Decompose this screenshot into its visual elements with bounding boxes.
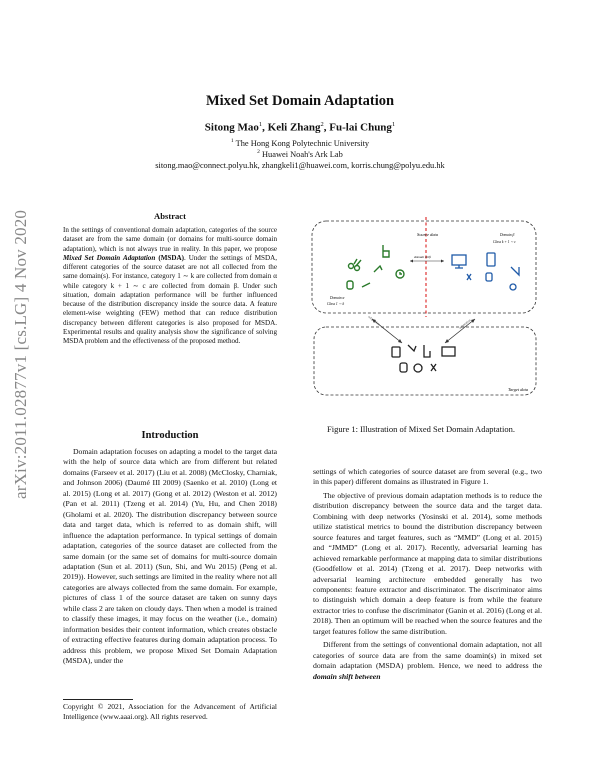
class-alpha-label: Class 1 ∼ k (327, 302, 345, 306)
phone-icon (487, 253, 495, 266)
author-name: Keli Zhang (267, 121, 321, 134)
mouse-target-icon (400, 363, 407, 372)
introduction-text: Domain adaptation focuses on adapting a model to the target data with the help of source data which are from different but related domains (Farseev et al. 2017) (Liu et al. 2008) (McClosky, Charniak, and Johnson 2006) (Daumé III 2009) (Saenko et al. 2010) (Long et al. 2015) (Long et al. 2017) (Gong et al. 2012) (Weston et al. 2012) (Pan et al. 2011) (Tzeng et al. 2014) (Yu, Hu, and Chen 2018) (Gholami et al. 2020). The distribution discrepancy between source data and target data, which is referred to as domain shift, will influence the adaptation performance. In typical settings of domain adaptation, categories of the source dataset are collected from the same domain (or the same set of domains for multi-source domain adaptation (Sun et al. 2011) (Sun, Shi, and Wu 2015) (Peng et al. 2019)). However, such settings are limited in the reality where not all categories are always collected from the same domain. For example, pictures of class 1 of the source dataset are taken on sunny days while class 2 are taken on cloudy days. Then when a model is trained to classify these images, it may focus on the weather (i.e., domain) information besides their content information, which creates obstacle of extracting effective features during domain adaptation process. To address this problem, we propose Mixed Set Domain Adaptation (MSDA), under the (63, 447, 277, 666)
target-label: Target data (508, 387, 529, 392)
svg-text:adaptation: adaptation (458, 318, 472, 330)
domain-shift-label: domain shift (414, 255, 431, 259)
chair-icon (383, 245, 389, 257)
author-name: Sitong Mao (204, 121, 259, 134)
printer-icon (486, 273, 492, 281)
pen-icon (362, 283, 370, 287)
scissors-blue-icon (467, 274, 471, 280)
source-label: Source data (417, 232, 438, 237)
author-name: Fu-lai Chung (329, 121, 392, 134)
affiliation: $^2$ Huawei Noah's Ark Lab (257, 149, 343, 159)
domain-alpha-label: Domain α (330, 296, 345, 300)
lamp-icon (511, 267, 519, 275)
footnote-rule (63, 699, 133, 700)
author-list: Sitong Mao$^1$, Keli Zhang$^2$, Fu-lai Chung$^1$ (204, 121, 396, 134)
chair-target-icon (424, 345, 430, 357)
paragraph: settings of which categories of source dataset are from several (e.g., two in this paper) different domains as illustrated in Figure 1. (313, 467, 542, 487)
domain-alpha-icons (347, 245, 404, 289)
domain-beta-icons (452, 253, 519, 290)
monitor-target-icon (442, 347, 455, 356)
mouse-icon (347, 281, 353, 289)
paragraph: The objective of previous domain adaptation methods is to reduce the distribution discrepancy between the source data and the target data. Combining with deep networks (Yosinski et al. 2014), some methods utilize statistical metrics to bound the distribution discrepancy between source features and target features, such as “MMD” (Long et al. 2015) and “JMMD” (Long et al. 2017). Recently, adversarial learning has achieved remarkable performance at mapping data to similar distributions (Goodfellow et al. 2014) (Tzeng et al. 2017). Deep networks with adversarial learning architecture embedded generally has two components: feature extractor and discriminator. The discriminator aims to distinguish which domain a deep feature is from while the feature extractor tries to confuse the discriminator (Ganin et al. 2016) (Long et al. 2018). Then an optimum will be reached when the source features and the target features follow the same distribution. (313, 490, 542, 636)
paper-title: Mixed Set Domain Adaptation (205, 93, 395, 109)
stapler-icon (374, 266, 382, 272)
printer-target-icon (392, 347, 400, 357)
right-column-text (313, 467, 542, 682)
affiliation: $^1$ The Hong Kong Polytechnic University (230, 138, 370, 148)
cup-icon (510, 284, 516, 290)
monitor-icon (452, 255, 466, 265)
arxiv-stamp: arXiv:2011.02877v1 [cs.LG] 4 Nov 2020 (11, 209, 30, 499)
domain-beta-label: Domain β (500, 233, 515, 237)
copyright-notice: Copyright © 2021, Association for the Advancement of Artificial Intelligence (www.aaai.org). All rights reserved. (63, 702, 277, 721)
figure-1-diagram (300, 217, 542, 413)
scissors-target-icon (431, 364, 436, 371)
target-icons (392, 345, 455, 372)
target-data-box (314, 327, 536, 395)
author-emails: sitong.mao@connect.polyu.hk, zhangkeli1@huawei.com, korris.chung@polyu.edu.hk (155, 161, 445, 170)
class-beta-label: Class k + 1 ∼ c (493, 240, 516, 244)
paragraph: Different from the settings of conventional domain adaptation, not all categories of source data are from the same doamin(s) in mixed set domain adaptation (MSDA) problem. Hence, we need to address the domain shift between (313, 640, 542, 681)
introduction-heading: Introduction (141, 430, 199, 441)
figure-caption: Figure 1: Illustration of Mixed Set Domain Adaptation. (327, 424, 515, 434)
svg-text:adaptation: adaptation (367, 314, 381, 327)
scissors-icon (349, 264, 354, 269)
clock-target-icon (414, 364, 422, 372)
abstract-text: In the settings of conventional domain adaptation, categories of the source dataset are from the same domain (or domains for multi-source domain adaptation), which is not always true in reality. In this paper, we propose Mixed Set Domain Adaptation (MSDA). Under the settings of MSDA, different categories of the source dataset are not all collected from the same domain(s). For instance, category 1 ∼ k are collected from domain α while category k + 1 ∼ c are collected from domain β. Under such situation, domain adaptation performance will be further influenced because of the distribution discrepancy inside the source data. A feature element-wise weighting (FEW) method that can reduce distribution discrepancy between different categories is also proposed for MSDA. Experimental results and quality analysis show the significance of solving MSDA problem and the effectiveness of the proposed method. (63, 226, 277, 345)
stapler-target-icon (408, 345, 416, 351)
adaptation-arrow-right (445, 319, 475, 343)
abstract-heading: Abstract (154, 211, 186, 221)
